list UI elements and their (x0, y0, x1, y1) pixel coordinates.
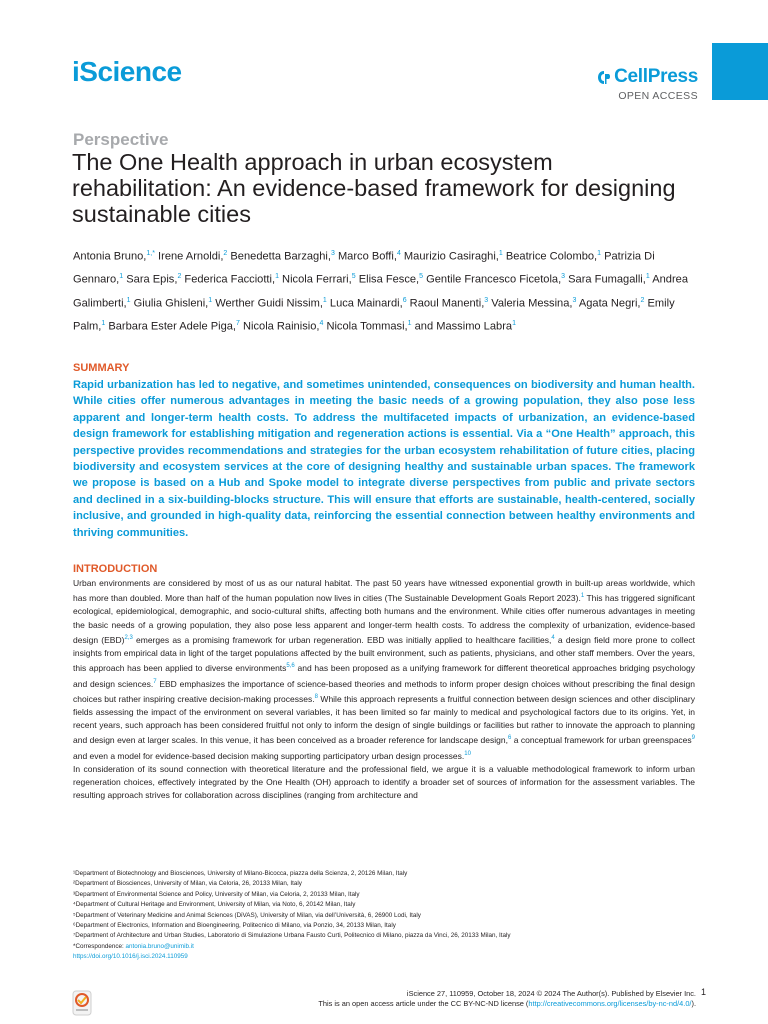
license-line: This is an open access article under the CC BY-NC-ND license (http://creativecommons.org/licenses/by-nc-nd/4.0/). (318, 999, 696, 1008)
open-access-label: OPEN ACCESS (618, 90, 698, 102)
summary-heading: SUMMARY (73, 362, 130, 374)
page-number: 1 (700, 987, 706, 997)
doi-link[interactable]: https://doi.org/10.1016/j.isci.2024.110959 (73, 953, 188, 961)
citation-line: iScience 27, 110959, October 18, 2024 © 2024 The Author(s). Published by Elsevier Inc. (406, 989, 696, 998)
summary-text: Rapid urbanization has led to negative, and sometimes unintended, consequences on biodiversity and human health. While cities offer numerous advantages in meeting the basic needs of a growing population, they also pose less apparent and longer-term health costs. To address the multifaceted impacts of urbanization, an evidence-based design framework for establishing mitigation and regeneration actions is essential. Via a “One Health” approach, this perspective provides recommendations and strategies for the urban ecosystem rehabilitation of future cities, placing biodiversity and ecosystem services at the core of designing healthy and sustainable urban spaces. The framework we propose is based on a Hub and Spoke model to integrate diverse perspectives from public and private sectors and declined in a six-building-blocks structure. This will ensure that efforts are sustainable, health-centered, socially inclusive, and grounded in high-quality data, reinforcing the essential connection between healthy environments and thriving communities. (73, 379, 695, 539)
check-for-updates-icon[interactable] (72, 990, 92, 1016)
page-footer (318, 989, 696, 1009)
affiliation-item: ⁴Department of Cultural Heritage and Environment, University of Milan, via Noto, 6, 20142 Milan, Italy (73, 901, 356, 909)
correspondence-email-link[interactable]: antonia.bruno@unimib.it (125, 942, 194, 950)
affiliation-list (73, 869, 695, 942)
affiliation-item: ³Department of Environmental Science and Policy, University of Milan, via Celoria, 2, 20133 Milan, Italy (73, 890, 360, 898)
article-title: The One Health approach in urban ecosystem rehabilitation: An evidence-based framework for designing sustainable cities (72, 149, 676, 227)
article-type: Perspective (73, 130, 169, 149)
affiliation-item: ⁶Department of Electronics, Information and Bioengineering, Politecnico di Milano, via Ponzio, 34, 20133 Milan, Italy (73, 922, 396, 930)
cellpress-logo (597, 66, 698, 102)
journal-name: iScience (72, 56, 182, 87)
introduction-body (73, 577, 695, 803)
introduction-heading: INTRODUCTION (73, 563, 158, 575)
intro-paragraph-1: Urban environments are considered by most of us as our natural habitat. The past 50 years have witnessed exponential growth in built-up areas worldwide, which has more than doubled. More than half of the human population now lives in cities (The Sustainable Development Goals Report 2023).$^1$ This has triggered significant ecological, epidemiological, demographic, and socio-cultural shifts, affecting both humans and the environment. While cities offer numerous advantages in meeting the basic needs of a growing population, they also pose less apparent and longer-term health costs. To address the complexity of urbanization, evidence-based design (EBD)$^{2,3}$ emerges as a promising framework for urban regeneration. EBD was initially applied to healthcare facilities,$^4$ a design field more prone to collect insights from empirical data in light of the target populations affected by the built environment, such as patients, physicians, and other staff members. Over the years, this approach has been applied to diverse environments$^{5,6}$ and has been proposed as a unifying framework for different theoretical approaches bridging psychology and design sciences.$^7$ EBD emphasizes the importance of science-based theories and methods to inform proper design choices without prescribing the final design choices but rather inspiring creative decision-making processes.$^8$ While this approach represents a fruitful connection between design sciences and other disciplinary fields assessing the impact of the environment on several variables, it has been limited so far mainly to medical and psychological factors due to its origins. Yet, in recent years, such approach has been considered fruitful not only to inform the design of single buildings or facilities but rather to innovate the approach to planning and design even at larger scales. In this venue, it has been conceived as a broader reference for landscape design,$^6$ a conceptual framework for urban greenspaces$^9$ and even a model for evidence-based decision making supporting participatory urban design processes.$^{10}$ (73, 578, 696, 761)
correspondence: *Correspondence: antonia.bruno@unimib.it (73, 942, 194, 950)
affiliation-item: ¹Department of Biotechnology and Biosciences, University of Milano-Bicocca, piazza della Scienza, 2, 20126 Milan, Italy (73, 870, 408, 877)
cellpress-icon (597, 70, 611, 85)
author-list: Antonia Bruno,$^{1,*}$ Irene Arnoldi,$^2$ Benedetta Barzaghi,$^3$ Marco Boffi,$^4$ Maurizio Casiraghi,$^1$ Beatrice Colombo,$^1$ Patrizia Di Gennaro,$^1$ Sara Epis,$^2$ Federica Facciotti,$^1$ Nicola Ferrari,$^5$ Elisa Fesce,$^5$ Gentile Francesco Ficetola,$^3$ Sara Fumagalli,$^1$ Andrea Galimberti,$^1$ Giulia Ghisleni,$^1$ Werther Guidi Nissim,$^1$ Luca Mainardi,$^6$ Raoul Manenti,$^3$ Valeria Messina,$^3$ Agata Negri,$^2$ Emily Palm,$^1$ Barbara Ester Adele Piga,$^7$ Nicola Rainisio,$^4$ Nicola Tommasi,$^1$ and Massimo Labra$^1$ (73, 250, 689, 334)
publisher-name: CellPress (614, 66, 698, 87)
affiliation-item: ⁷Department of Architecture and Urban Studies, Laboratorio di Simulazione Urbana Fausto Curti, Politecnico di Milano, piazza da Vinci, 26, 20133 Milan, Italy (73, 932, 511, 940)
affiliation-item: ⁵Department of Veterinary Medicine and Animal Sciences (DiVAS), University of Milan, via dell’Università, 6, 26900 Lodi, Italy (73, 911, 421, 919)
intro-paragraph-2: In consideration of its sound connection with theoretical literature and the professional field, we argue it is a valuable methodological framework to inform urban regeneration choices, effectively integrated by the One Health (OH) approach to identify a broader set of sources of information for the assessment variables. The resulting approach strives for collaboration across disciplines (ranging from architecture and (73, 763, 695, 801)
license-link[interactable]: http://creativecommons.org/licenses/by-nc-nd/4.0/ (528, 999, 692, 1008)
footnotes (73, 869, 695, 963)
header-accent-block (712, 43, 768, 100)
affiliation-item: ²Department of Biosciences, University of Milan, via Celoria, 26, 20133 Milan, Italy (73, 880, 302, 888)
